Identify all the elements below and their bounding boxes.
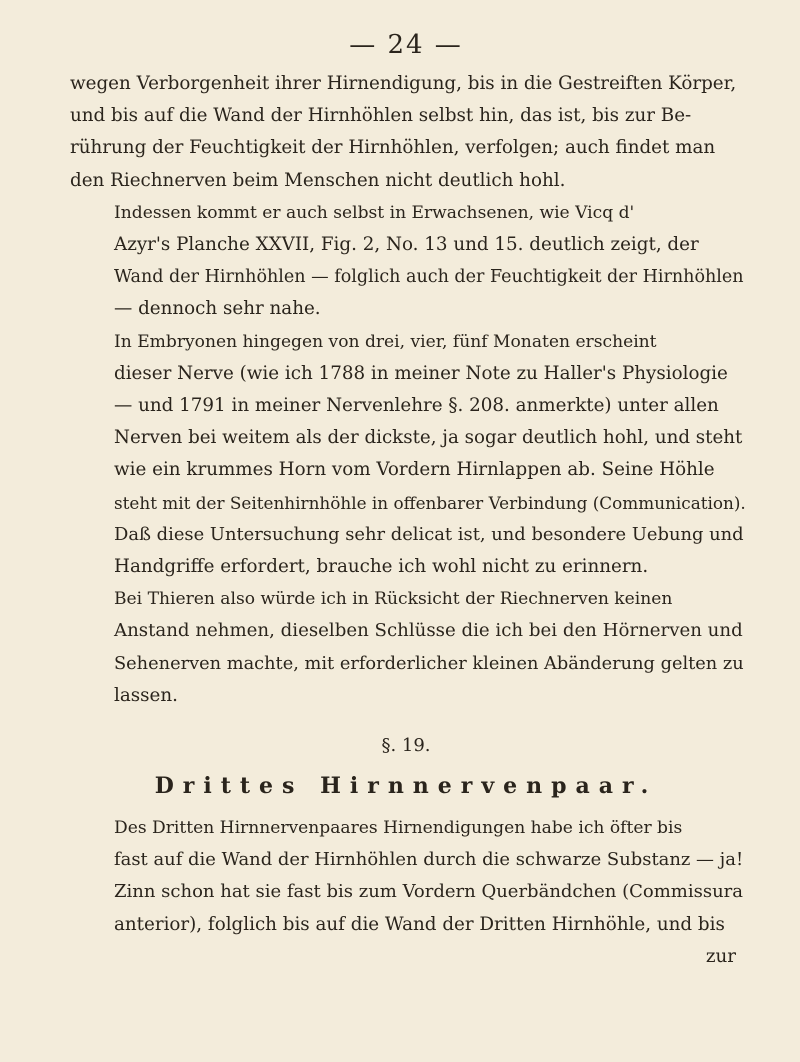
text-line: Nerven bei weitem als der dickste, ja sogar deutlich hohl, und steht bbox=[114, 427, 743, 449]
text-line: Daß diese Untersuchung sehr delicat ist, und besondere Uebung und bbox=[114, 523, 744, 545]
text-line: Azyr's Planche XXVII, Fig. 2, No. 13 und 15. deutlich zeigt, der bbox=[114, 234, 699, 256]
text-line: dieser Nerve (wie ich 1788 in meiner Note zu Haller's Physiologie bbox=[114, 362, 728, 384]
catchword: zur bbox=[705, 945, 736, 967]
paragraph bbox=[70, 68, 742, 197]
text-line: Zinn schon hat sie fast bis zum Vordern Querbändchen (Commissura bbox=[114, 881, 743, 903]
body-text bbox=[70, 68, 746, 712]
text-line: — dennoch sehr nahe. bbox=[114, 298, 321, 320]
text-line: wie ein krummes Horn vom Vordern Hirnlappen ab. Seine Höhle bbox=[114, 459, 715, 481]
text-line: Handgriffe erfordert, brauche ich wohl nicht zu erinnern. bbox=[114, 556, 649, 578]
page-number: — 24 — bbox=[349, 30, 463, 60]
text-line: fast auf die Wand der Hirnhöhlen durch die schwarze Substanz — ja! bbox=[114, 849, 744, 871]
text-line: Indessen kommt er auch selbst in Erwachsenen, wie Vicq d' bbox=[114, 202, 635, 223]
text-line: Anstand nehmen, dieselben Schlüsse die ich bei den Hörnerven und bbox=[114, 620, 743, 642]
text-line: Des Dritten Hirnnervenpaares Hirnendigungen habe ich öfter bis bbox=[114, 818, 683, 839]
text-line: Sehenerven machte, mit erforderlicher kleinen Abänderung gelten zu bbox=[114, 653, 744, 674]
text-line: — und 1791 in meiner Nervenlehre §. 208. anmerkte) unter allen bbox=[114, 395, 719, 417]
paragraph bbox=[70, 812, 742, 941]
text-line: rührung der Feuchtigkeit der Hirnhöhlen, verfolgen; auch findet man bbox=[70, 137, 716, 159]
text-line: anterior), folglich bis auf die Wand der Dritten Hirnhöhle, und bis bbox=[114, 913, 725, 935]
section-number: §. 19. bbox=[381, 735, 431, 757]
text-line: den Riechnerven beim Menschen nicht deutlich hohl. bbox=[70, 169, 566, 191]
text-line: In Embryonen hingegen von drei, vier, fünf Monaten erscheint bbox=[114, 331, 657, 352]
text-line: und bis auf die Wand der Hirnhöhlen selbst hin, das ist, bis zur Be- bbox=[70, 105, 692, 127]
paragraph bbox=[70, 197, 742, 326]
text-line: Wand der Hirnhöhlen — folglich auch der Feuchtigkeit der Hirnhöhlen bbox=[114, 267, 744, 288]
paragraph bbox=[70, 326, 746, 584]
text-line: lassen. bbox=[114, 684, 178, 706]
text-line: Bei Thieren also würde ich in Rücksicht der Riechnerven keinen bbox=[114, 589, 673, 610]
text-line: steht mit der Seitenhirnhöhle in offenbarer Verbindung (Communication). bbox=[114, 492, 746, 513]
text-line: wegen Verborgenheit ihrer Hirnendigung, bis in die Gestreiften Körper, bbox=[70, 73, 737, 94]
section-text bbox=[70, 812, 742, 941]
section-title: Drittes Hirnnervenpaar. bbox=[154, 773, 658, 800]
paragraph bbox=[70, 583, 742, 712]
